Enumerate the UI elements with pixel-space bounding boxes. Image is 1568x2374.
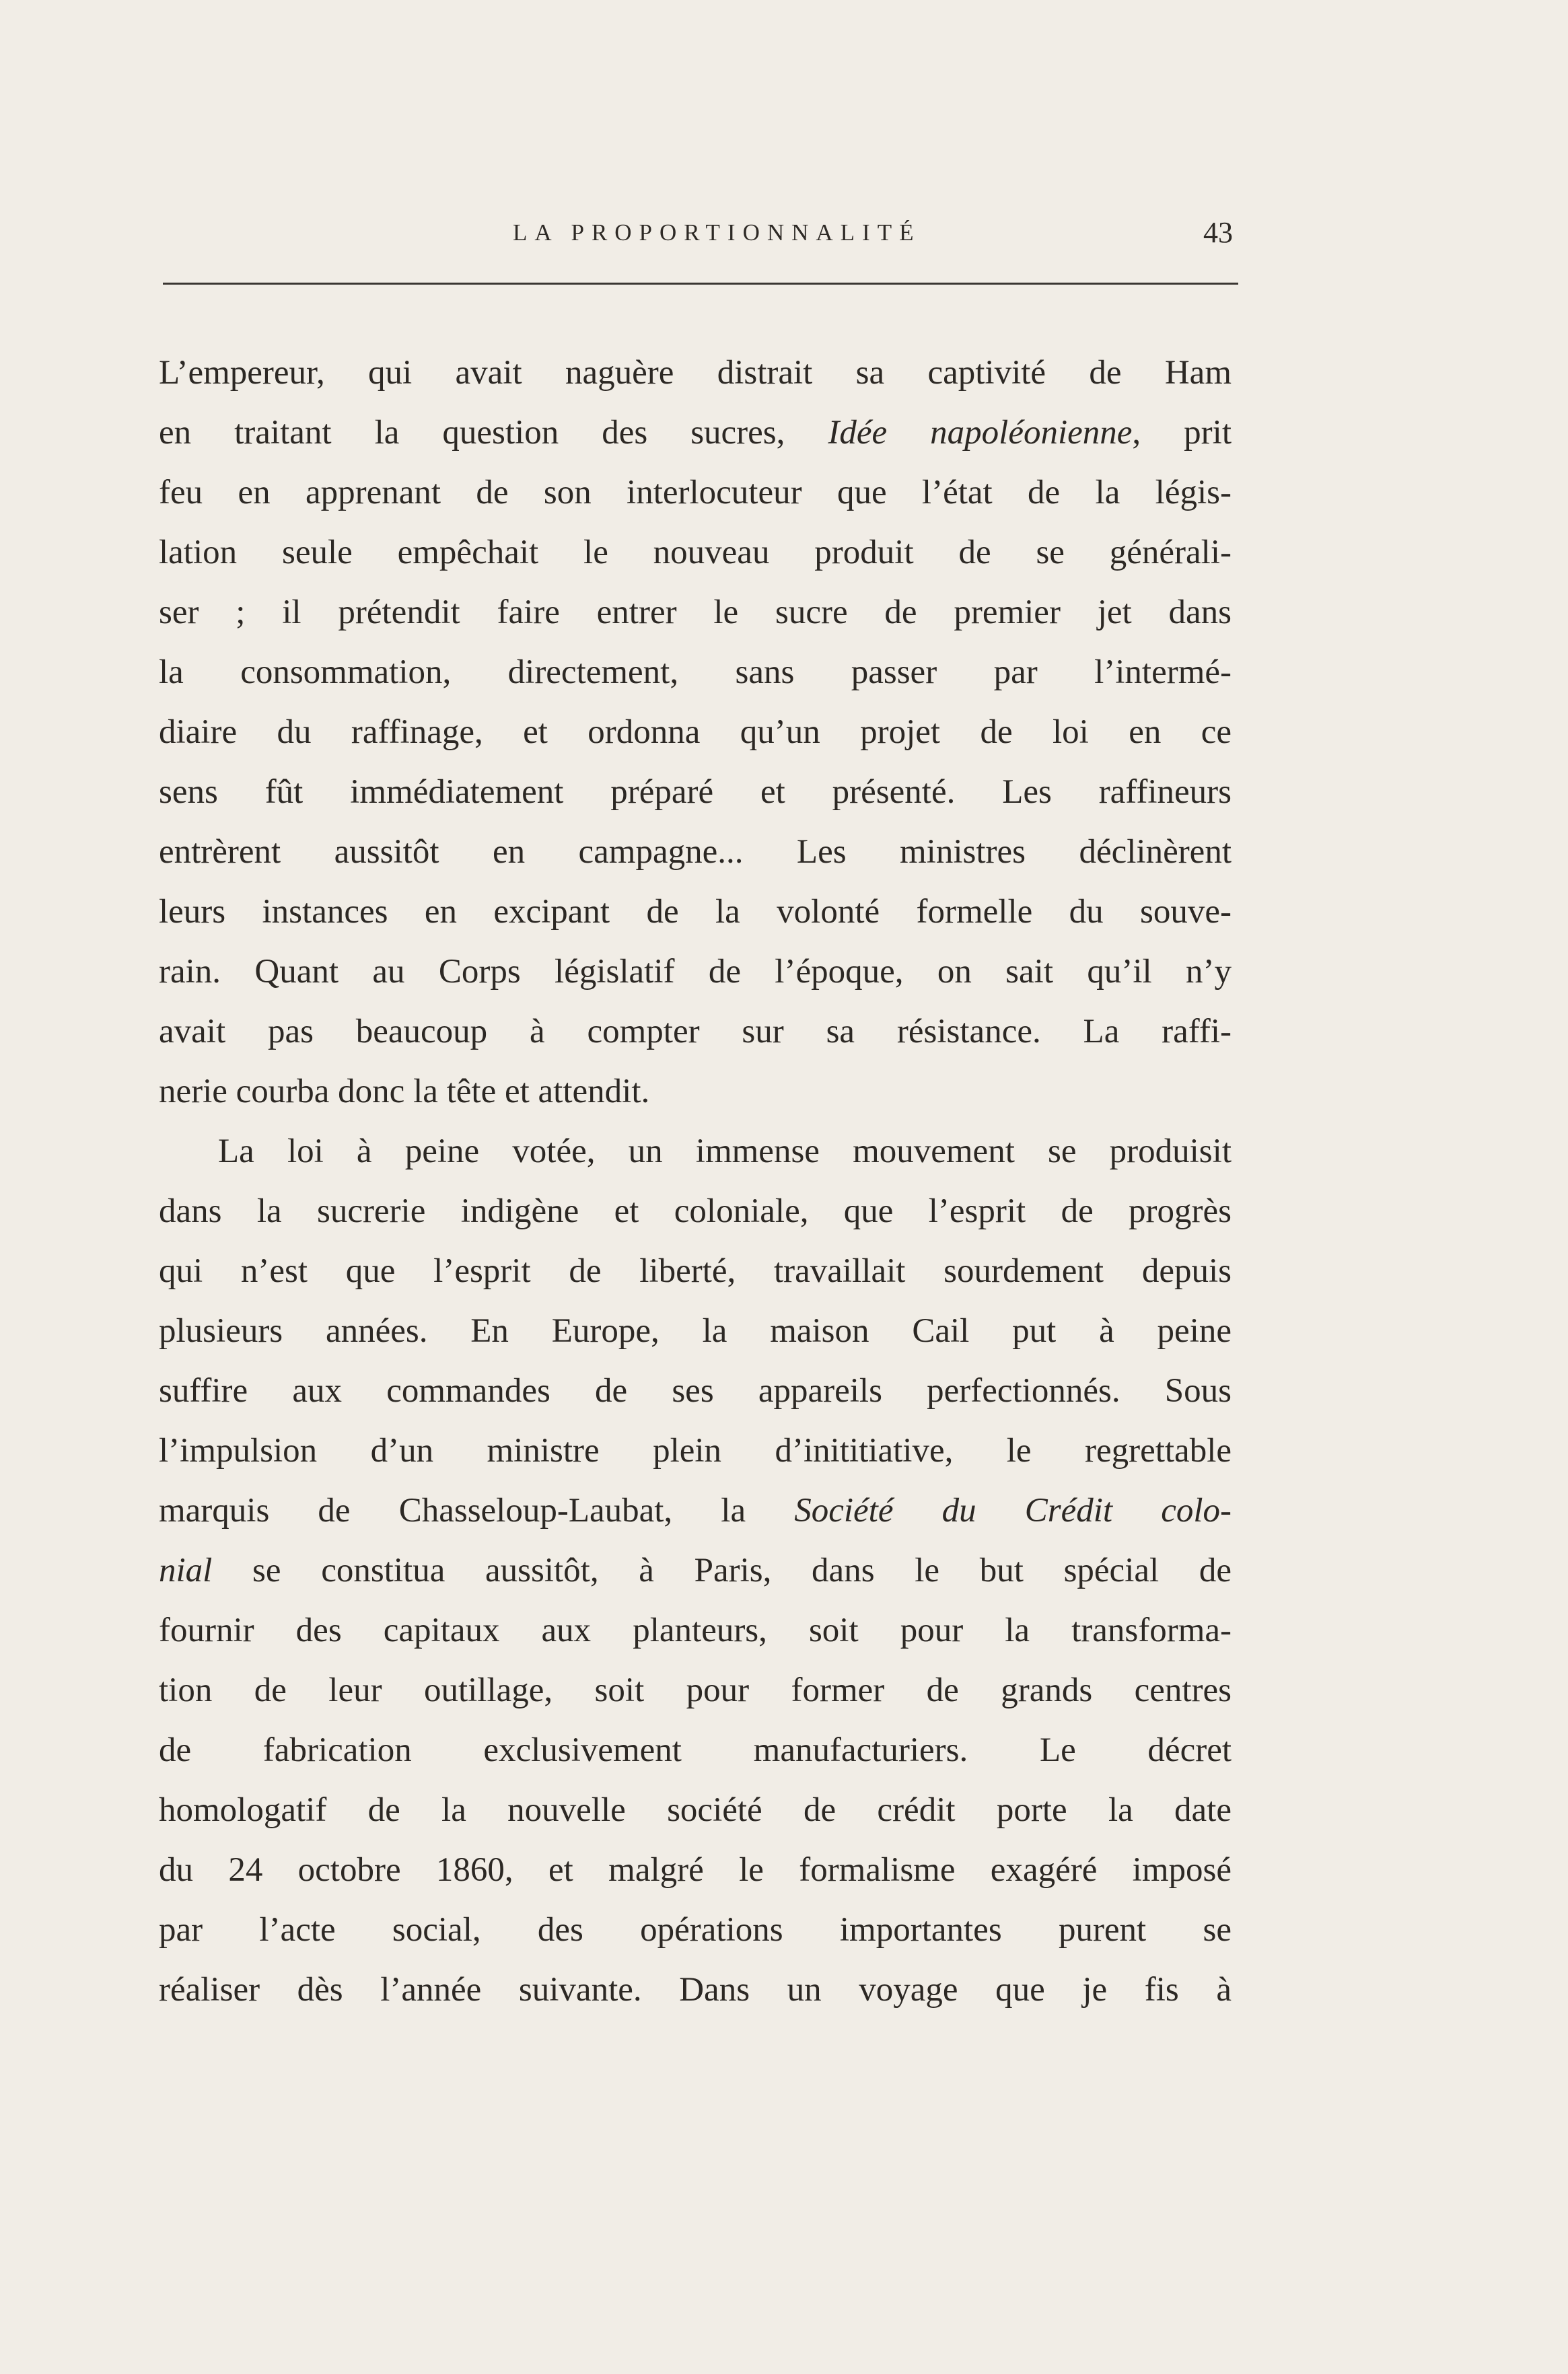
text-run: ser ; il prétendit faire entrer le sucre de premier jet dans [159, 594, 1232, 631]
text-line [159, 1541, 1232, 1601]
text-line [159, 1960, 1232, 2020]
italic-text: nial [159, 1552, 213, 1589]
text-run: avait pas beaucoup à compter sur sa résistance. La raffi- [159, 1013, 1232, 1050]
text-run: marquis de Chasseloup-Laubat, la [159, 1492, 795, 1530]
text-line [159, 1122, 1232, 1182]
text-line [159, 583, 1232, 643]
text-run: par l’acte social, des opérations importantes purent se [159, 1911, 1232, 1949]
text-line [159, 1780, 1232, 1840]
text-line [159, 1242, 1232, 1301]
italic-text: Société du Crédit colo- [794, 1492, 1232, 1530]
body-text [159, 343, 1232, 2020]
text-run: sens fût immédiatement préparé et présenté. Les raffineurs [159, 773, 1232, 811]
text-line [159, 822, 1232, 882]
text-line [159, 1481, 1232, 1541]
text-line [159, 1721, 1232, 1780]
text-line [159, 1301, 1232, 1361]
running-title: LA PROPORTIONNALITÉ [513, 219, 921, 246]
text-run: suffire aux commandes de ses appareils perfectionnés. Sous [159, 1372, 1232, 1410]
text-line [159, 1002, 1232, 1062]
text-run: feu en apprenant de son interlocuteur que l’état de la légis- [159, 474, 1232, 511]
text-run: en traitant la question des sucres, [159, 414, 828, 452]
text-run: qui n’est que l’esprit de liberté, travaillait sourdement depuis [159, 1252, 1232, 1290]
text-run: tion de leur outillage, soit pour former de grands centres [159, 1671, 1232, 1709]
text-run: l’impulsion d’un ministre plein d’inititiative, le regrettable [159, 1432, 1232, 1470]
text-run: rain. Quant au Corps législatif de l’époque, on sait qu’il n’y [159, 953, 1232, 991]
text-line [159, 343, 1232, 403]
italic-text: Idée napoléonienne [828, 414, 1133, 452]
text-run: de fabrication exclusivement manufacturiers. Le décret [159, 1731, 1232, 1769]
text-run: du 24 octobre 1860, et malgré le formalisme exagéré imposé [159, 1851, 1232, 1889]
text-line [159, 1421, 1232, 1481]
text-line [159, 463, 1232, 523]
header-rule [163, 283, 1238, 285]
text-run: lation seule empêchait le nouveau produit de se générali- [159, 534, 1232, 571]
text-line [159, 1661, 1232, 1721]
text-line [159, 882, 1232, 942]
text-line [159, 1062, 1232, 1122]
text-line [159, 523, 1232, 583]
text-line [159, 643, 1232, 703]
text-run: homologatif de la nouvelle société de crédit porte la date [159, 1791, 1232, 1829]
text-run: réaliser dès l’année suivante. Dans un voyage que je fis à [159, 1971, 1232, 2009]
text-line [159, 1840, 1232, 1900]
text-line [159, 1361, 1232, 1421]
text-line [159, 1900, 1232, 1960]
text-run: fournir des capitaux aux planteurs, soit pour la transforma- [159, 1612, 1232, 1649]
text-run: , prit [1132, 414, 1232, 452]
text-run: dans la sucrerie indigène et coloniale, que l’esprit de progrès [159, 1192, 1232, 1230]
page-number: 43 [1203, 216, 1233, 249]
text-run: se constitua aussitôt, à Paris, dans le but spécial de [212, 1552, 1232, 1589]
text-line [159, 942, 1232, 1002]
text-run: leurs instances en excipant de la volonté formelle du souve- [159, 893, 1232, 931]
text-run: L’empereur, qui avait naguère distrait sa captivité de Ham [159, 354, 1232, 392]
text-run: entrèrent aussitôt en campagne... Les ministres déclinèrent [159, 833, 1232, 871]
text-line [159, 1182, 1232, 1242]
text-run: plusieurs années. En Europe, la maison Cail put à peine [159, 1312, 1232, 1350]
text-line [159, 703, 1232, 762]
text-line [159, 762, 1232, 822]
running-head [163, 215, 1238, 256]
text-run: nerie courba donc la tête et attendit. [159, 1073, 650, 1110]
text-run: la consommation, directement, sans passer par l’intermé- [159, 653, 1232, 691]
text-line [159, 1601, 1232, 1661]
text-run: La loi à peine votée, un immense mouvement se produisit [218, 1132, 1232, 1170]
text-run: diaire du raffinage, et ordonna qu’un projet de loi en ce [159, 713, 1232, 751]
text-line [159, 403, 1232, 463]
